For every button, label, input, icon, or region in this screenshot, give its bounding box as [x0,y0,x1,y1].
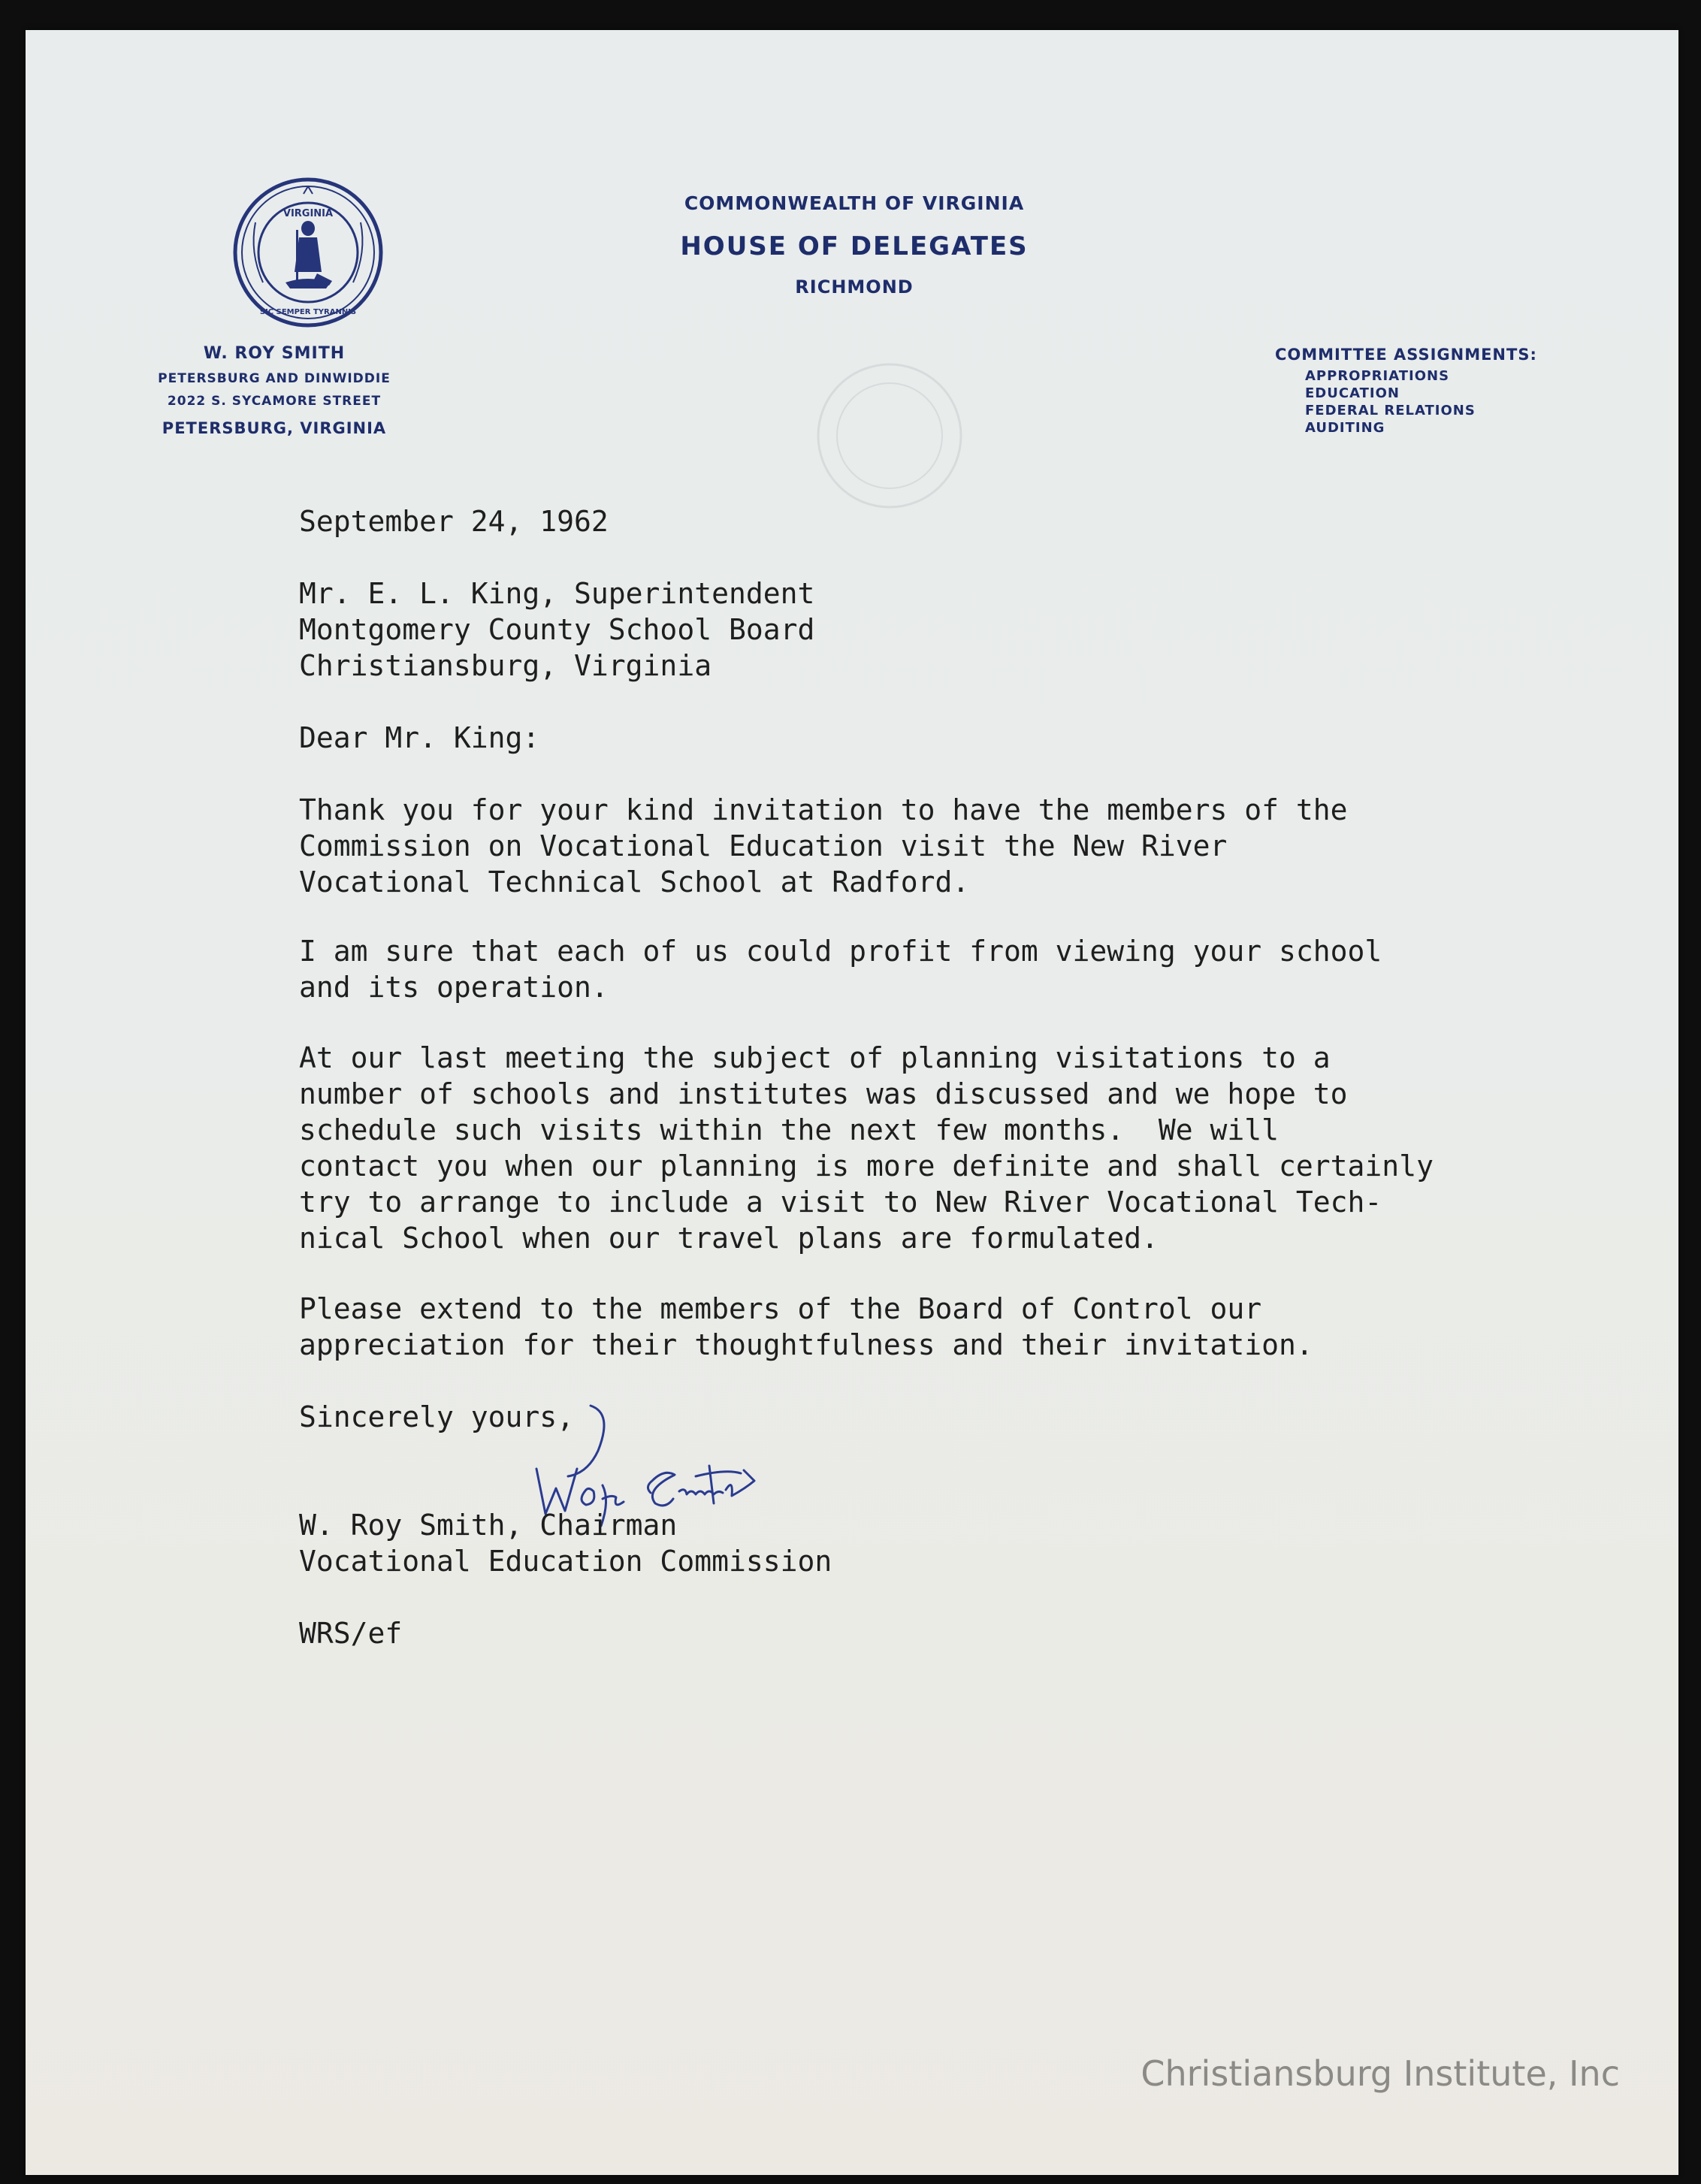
recipient-line: Mr. E. L. King, Superintendent [299,577,815,610]
sender-name: W. ROY SMITH [203,344,346,363]
letter-page [26,30,1678,2175]
paragraph-line: nical School when our travel plans are formulated. [299,1222,1159,1255]
paragraph-line: and its operation. [299,971,609,1004]
salutation: Dear Mr. King: [299,721,540,754]
reference-initials: WRS/ef [299,1617,403,1650]
paragraph-line: Commission on Vocational Education visit the New River [299,829,1228,862]
virginia-seal-icon [233,177,383,328]
paragraph-line: schedule such visits within the next few months. We will [299,1113,1280,1146]
archive-watermark: Christiansburg Institute, Inc [1141,2053,1620,2094]
letterhead-richmond: RICHMOND [795,276,914,298]
recipient-line: Montgomery County School Board [299,613,815,646]
svg-text:SIC SEMPER TYRANNIS: SIC SEMPER TYRANNIS [259,308,357,316]
paragraph-line: At our last meeting the subject of planning visitations to a [299,1041,1331,1074]
letter-date: September 24, 1962 [299,505,609,538]
paragraph-line: Please extend to the members of the Board of Control our [299,1292,1262,1325]
committee-item: AUDITING [1305,420,1385,436]
committee-item: FEDERAL RELATIONS [1305,403,1476,418]
recipient-line: Christiansburg, Virginia [299,649,712,682]
paragraph-line: try to arrange to include a visit to New River Vocational Tech- [299,1186,1382,1219]
paper-emboss [566,361,1213,511]
paragraph-line: contact you when our planning is more definite and shall certainly [299,1149,1434,1183]
sender-district: PETERSBURG AND DINWIDDIE [158,371,391,386]
closing: Sincerely yours, [299,1400,575,1433]
committee-heading: COMMITTEE ASSIGNMENTS: [1275,346,1537,364]
committee-item: APPROPRIATIONS [1305,368,1450,384]
svg-text:VIRGINIA: VIRGINIA [282,208,334,219]
committee-item: EDUCATION [1305,385,1400,401]
signer-title: Vocational Education Commission [299,1545,832,1578]
sender-street: 2022 S. SYCAMORE STREET [167,394,382,409]
letterhead-house-of-delegates: HOUSE OF DELEGATES [680,231,1029,261]
letterhead-commonwealth: COMMONWEALTH OF VIRGINIA [684,192,1025,214]
signer-name: W. Roy Smith, Chairman [299,1509,678,1542]
paragraph-line: I am sure that each of us could profit from viewing your school [299,935,1382,968]
sender-city: PETERSBURG, VIRGINIA [162,419,387,437]
paragraph-line: Thank you for your kind invitation to have the members of the [299,793,1348,826]
paragraph-line: number of schools and institutes was discussed and we hope to [299,1077,1348,1110]
paragraph-line: Vocational Technical School at Radford. [299,865,970,899]
paragraph-line: appreciation for their thoughtfulness and their invitation. [299,1328,1313,1361]
